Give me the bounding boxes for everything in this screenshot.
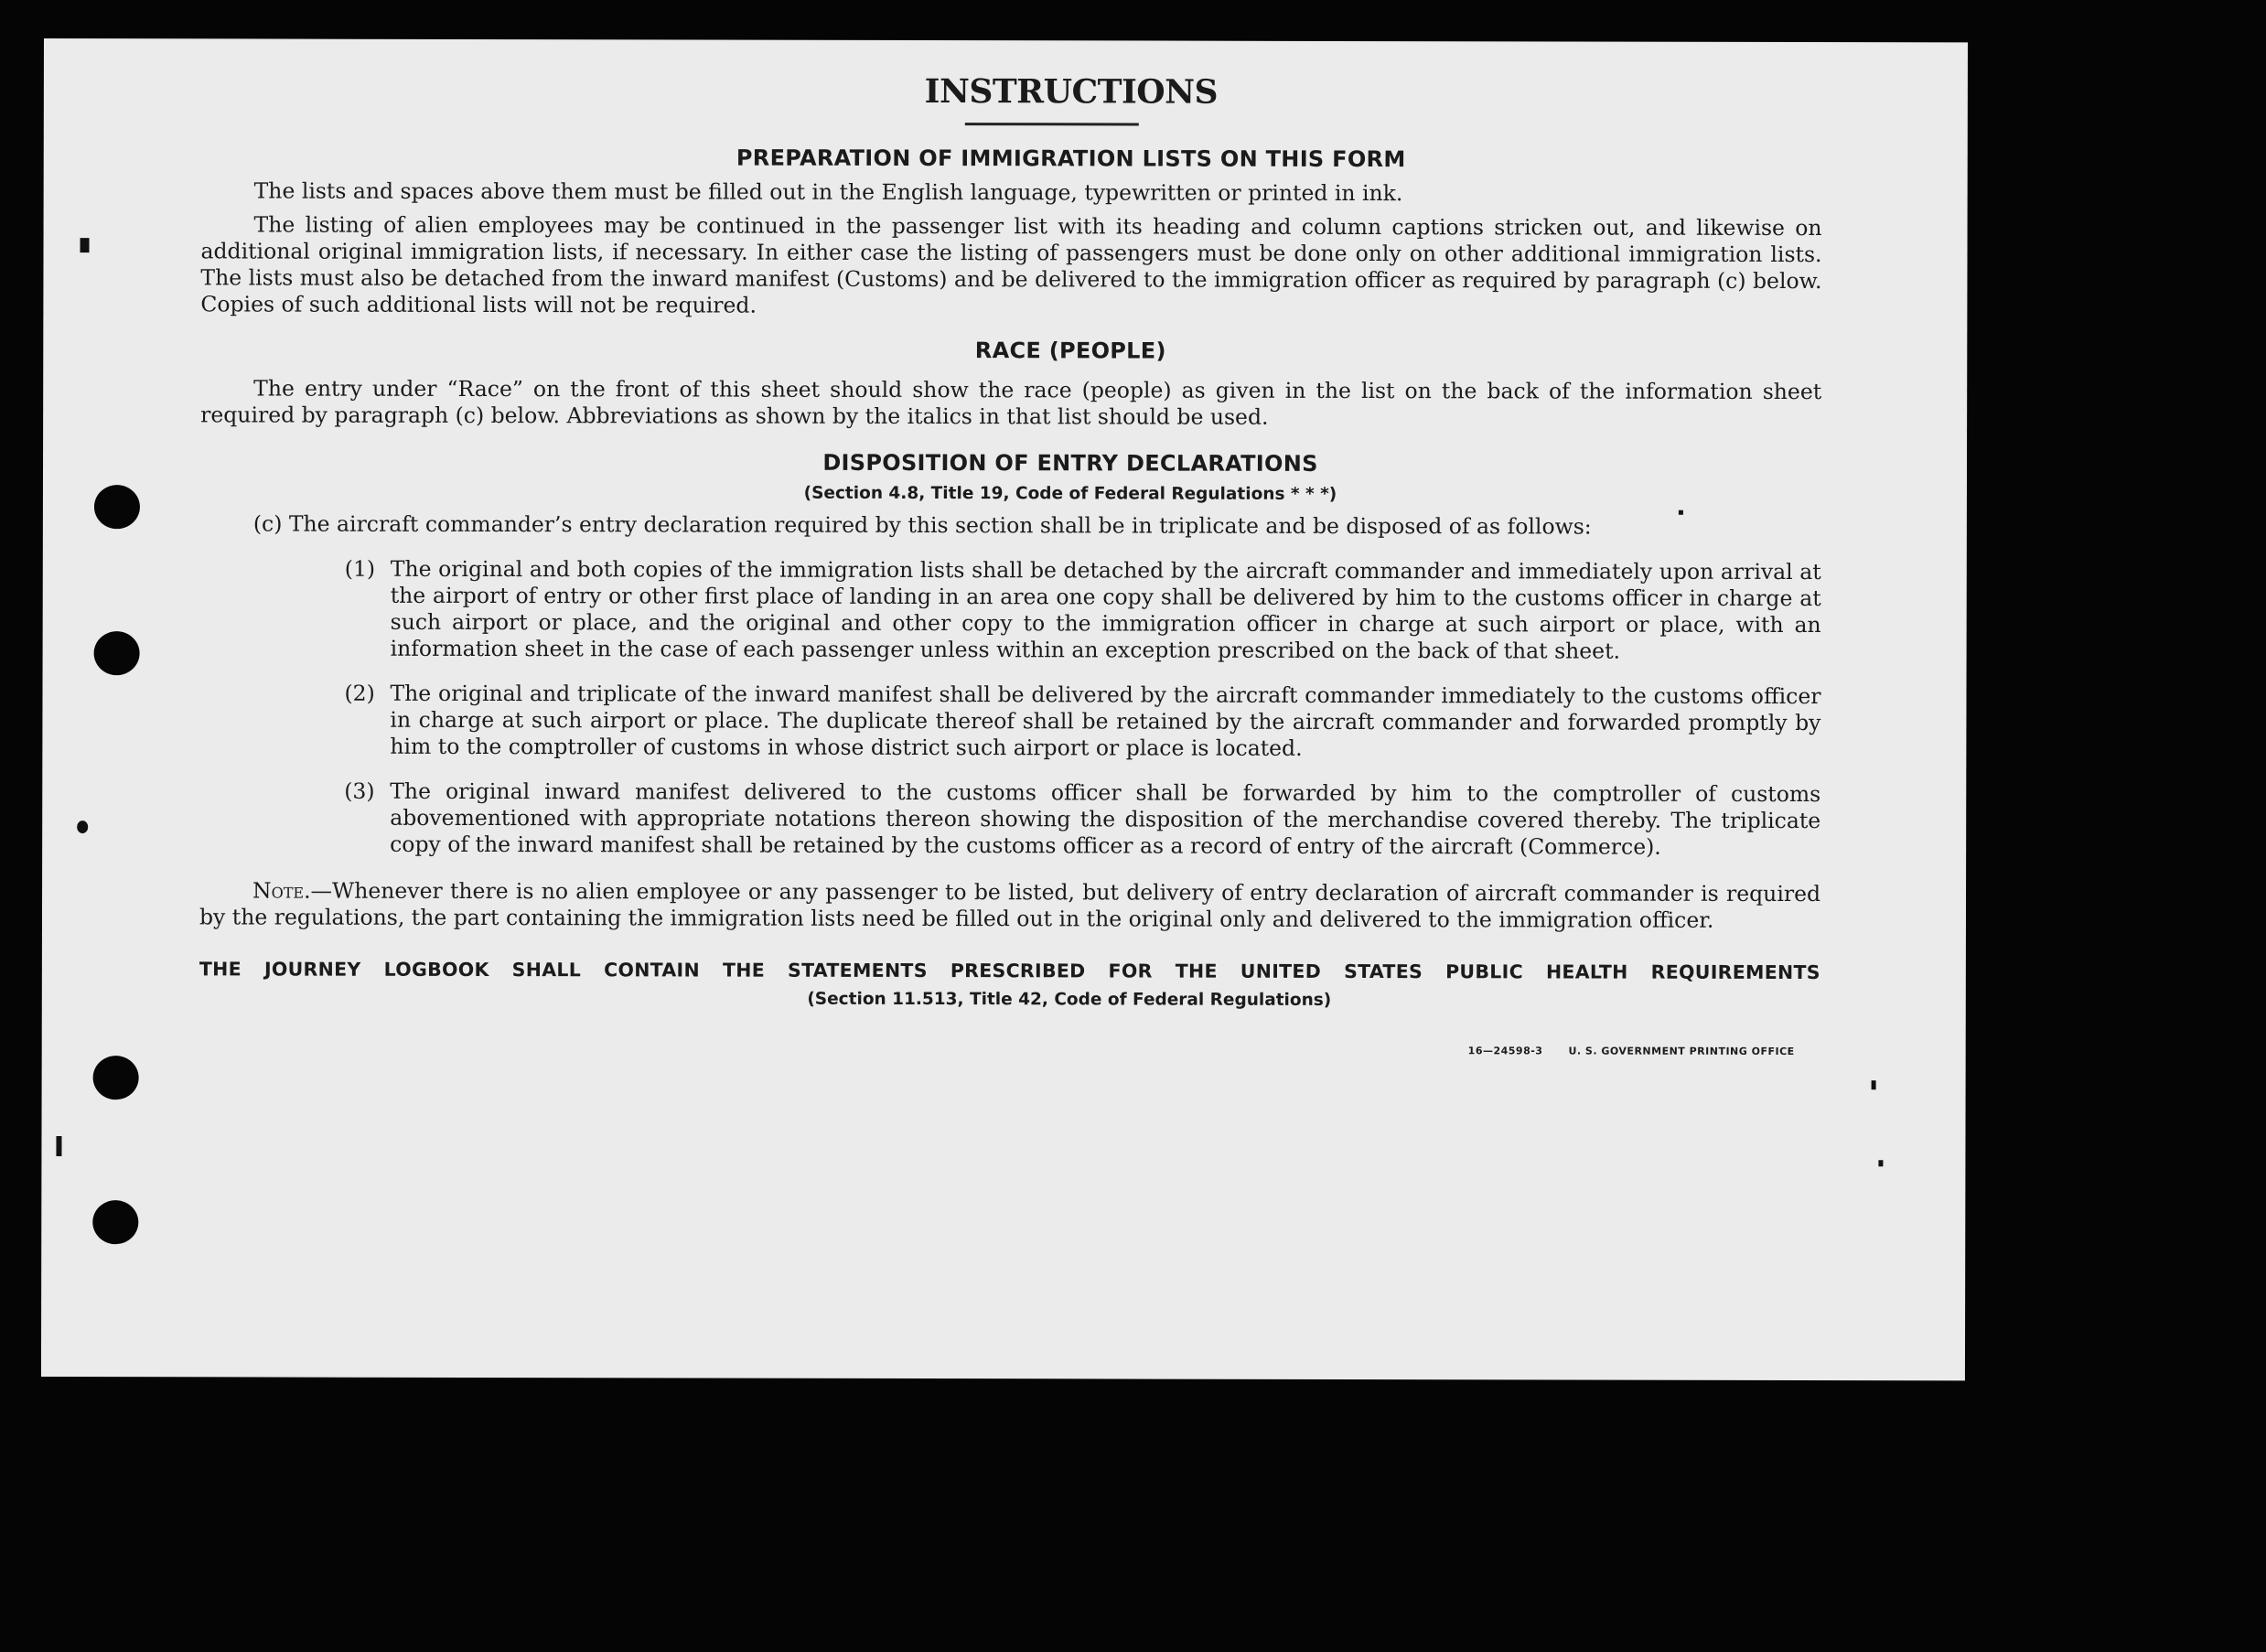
- list-item-text: The original and triplicate of the inward manifest shall be delivered by the aircraft commander immediately to the customs officer in charge at such airport or place. The duplicate thereof shall be retained by the aircraft commander and forwarded promptly by him to the comptroller of customs in whose district such airport or place is located.: [390, 680, 1821, 761]
- note-label: Note.: [252, 877, 311, 904]
- document-sheet: [41, 38, 1968, 1380]
- list-item-number: (2): [344, 680, 375, 706]
- paragraph: The entry under “Race” on the front of this sheet should show the race (people) as given in the list on the back of the information sheet required by paragraph (c) below. Abbreviations as shown by the italics in that list should be used.: [200, 375, 1822, 430]
- paragraph-label: (c): [252, 510, 283, 537]
- list-item-number: (3): [344, 778, 375, 804]
- printer-name: U. S. GOVERNMENT PRINTING OFFICE: [1568, 1045, 1795, 1058]
- list-item-text: The original and both copies of the immigration lists shall be detached by the aircraft commander and immediately upon arrival at the airport of entry or other first place of landing in an area one copy shall be delivered by him to the customs officer in charge at such airport or place, and the original and other copy to the immigration officer in charge at such airport or place, with an information sheet in the case of each passenger unless within an exception prescribed on the back of that sheet.: [390, 555, 1821, 664]
- list-item: [345, 556, 1821, 665]
- title-underline: [965, 123, 1139, 125]
- form-code: 16—24598-3: [1467, 1045, 1543, 1057]
- punch-hole: [94, 485, 140, 529]
- ink-speck: [1878, 1160, 1883, 1166]
- logbook-citation: (Section 11.513, Title 42, Code of Federal Regulations): [807, 989, 1332, 1010]
- list-item: [344, 681, 1820, 763]
- page-title: INSTRUCTIONS: [924, 72, 1219, 112]
- paragraph: The listing of alien employees may be continued in the passenger list with its heading and column captions stricken out, and likewise on additional original immigration lists, if necessary. In either case the listing of passengers must be done only on other additional immigration lists. The lists must also be detached from the inward manifest (Customs) and be delivered to the immigration officer as required by paragraph (c) below. Copies of such additional lists will not be required.: [200, 211, 1822, 318]
- paragraph: The lists and spaces above them must be filled out in the English language, typewritten or printed in ink.: [253, 177, 1403, 207]
- section-heading-preparation: PREPARATION OF IMMIGRATION LISTS ON THIS FORM: [736, 145, 1406, 173]
- list-item: [344, 778, 1820, 861]
- ink-speck: [77, 821, 88, 833]
- punch-hole: [93, 1056, 139, 1100]
- logbook-statement: THE JOURNEY LOGBOOK SHALL CONTAIN THE STATEMENTS PRESCRIBED FOR THE UNITED STATES PUBLIC HEALTH REQUIREMENTS: [199, 958, 1820, 984]
- ink-speck: [81, 238, 90, 252]
- ink-speck: [56, 1136, 61, 1156]
- section-heading-disposition: DISPOSITION OF ENTRY DECLARATIONS: [822, 449, 1318, 477]
- section-citation: (Section 4.8, Title 19, Code of Federal Regulations * * *): [803, 483, 1337, 504]
- punch-hole: [94, 631, 140, 675]
- printer-imprint: [199, 1035, 1820, 1065]
- paragraph-text: The aircraft commander’s entry declaration required by this section shall be in triplicate and be disposed of as follows:: [288, 510, 1592, 540]
- paragraph-c: [253, 510, 1821, 541]
- list-item-text: The original inward manifest delivered to the customs officer shall be forwarded by him to the comptroller of customs abovementioned with appropriate notations thereon showing the disposition of the merchandise covered thereby. The triplicate copy of the inward manifest shall be retained by the customs officer as a record of entry of the aircraft (Commerce).: [390, 778, 1821, 860]
- list-item-number: (1): [344, 555, 376, 582]
- section-heading-race: RACE (PEOPLE): [974, 338, 1166, 364]
- punch-hole: [92, 1200, 138, 1244]
- ink-speck: [1872, 1080, 1876, 1089]
- instructions-content: [199, 72, 1822, 1065]
- note-text: —Whenever there is no alien employee or any passenger to be listed, but delivery of entry declaration of aircraft commander is required by the regulations, the part containing the immigration lists need be filled out in the original only and delivered to the immigration officer.: [199, 877, 1821, 933]
- note-paragraph: [199, 877, 1820, 934]
